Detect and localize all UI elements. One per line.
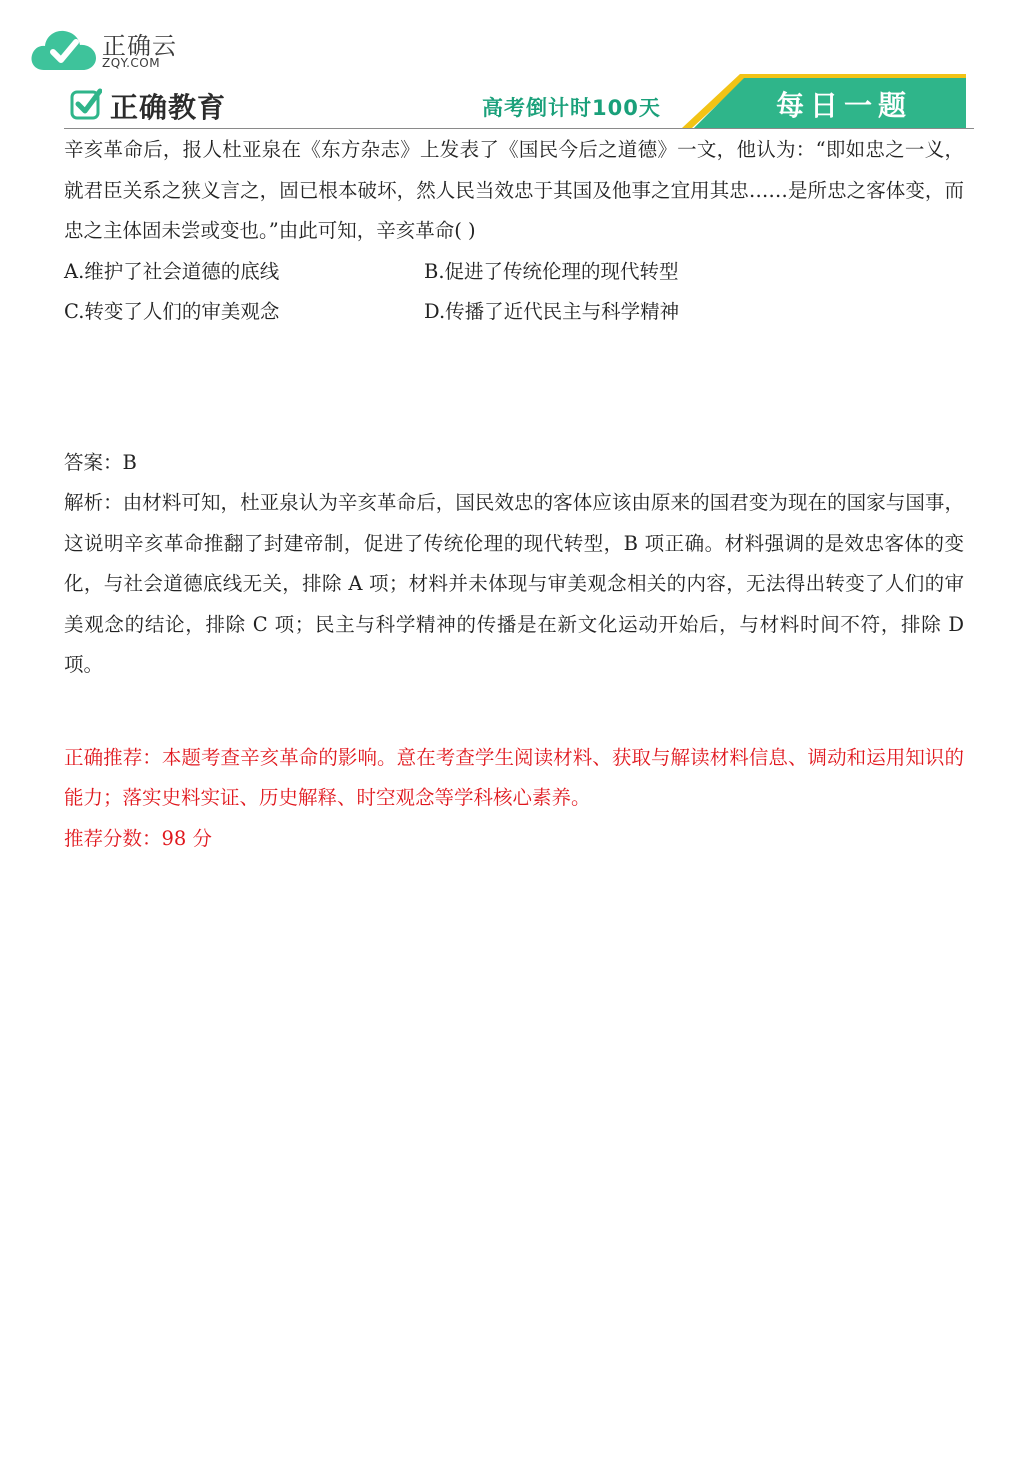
header-title: 正确教育	[110, 91, 227, 124]
recommendation-score: 推荐分数：98 分	[64, 826, 213, 850]
countdown-label: 高考倒计时100天	[482, 96, 661, 120]
top-logo	[30, 24, 190, 76]
option-d: D.传播了近代民主与科学精神	[424, 300, 680, 323]
cloud-check-icon	[30, 28, 98, 72]
page-header	[64, 74, 974, 130]
brand-url: ZQY.COM	[102, 56, 161, 70]
option-b: B.促进了传统伦理的现代转型	[424, 259, 679, 283]
option-a: A.维护了社会道德的底线	[64, 259, 280, 283]
brand-name: 正确云	[102, 32, 177, 60]
recommendation-text: 正确推荐：本题考查辛亥革命的影响。意在考查学生阅读材料、获取与解读材料信息、调动和运用知识的能力；落实史料实证、历史解释、时空观念等学科核心素养。	[64, 745, 964, 809]
options-list	[64, 252, 964, 333]
analysis-text: 解析：由材料可知，杜亚泉认为辛亥革命后，国民效忠的客体应该由原来的国君变为现在的国家与国事，这说明辛亥革命推翻了封建帝制，促进了传统伦理的现代转型，B 项正确。材料强调的是效忠客体的变化，与社会道德底线无关，排除 A 项；材料并未体现与审美观念相关的内容，无法得出转变了人们的审美观念的结论，排除 C 项；民主与科学精神的传播是在新文化运动开始后，与材料时间不符，排除 D 项。	[64, 491, 964, 676]
daily-question-title: 每日一题	[776, 89, 913, 122]
option-c: C.转变了人们的审美观念	[64, 300, 280, 323]
header-divider	[64, 128, 974, 129]
document-body	[64, 130, 964, 859]
question-stem: 辛亥革命后，报人杜亚泉在《东方杂志》上发表了《国民今后之道德》一文，他认为：“即如忠之一义，就君臣关系之狭义言之，固已根本破坏，然人民当效忠于其国及他事之宜用其忠……是所忠之客体变，而忠之主体固未尝或变也。”由此可知，辛亥革命( )	[64, 138, 964, 242]
answer-line: 答案：B	[64, 450, 137, 474]
checkbox-check-icon	[70, 88, 102, 120]
